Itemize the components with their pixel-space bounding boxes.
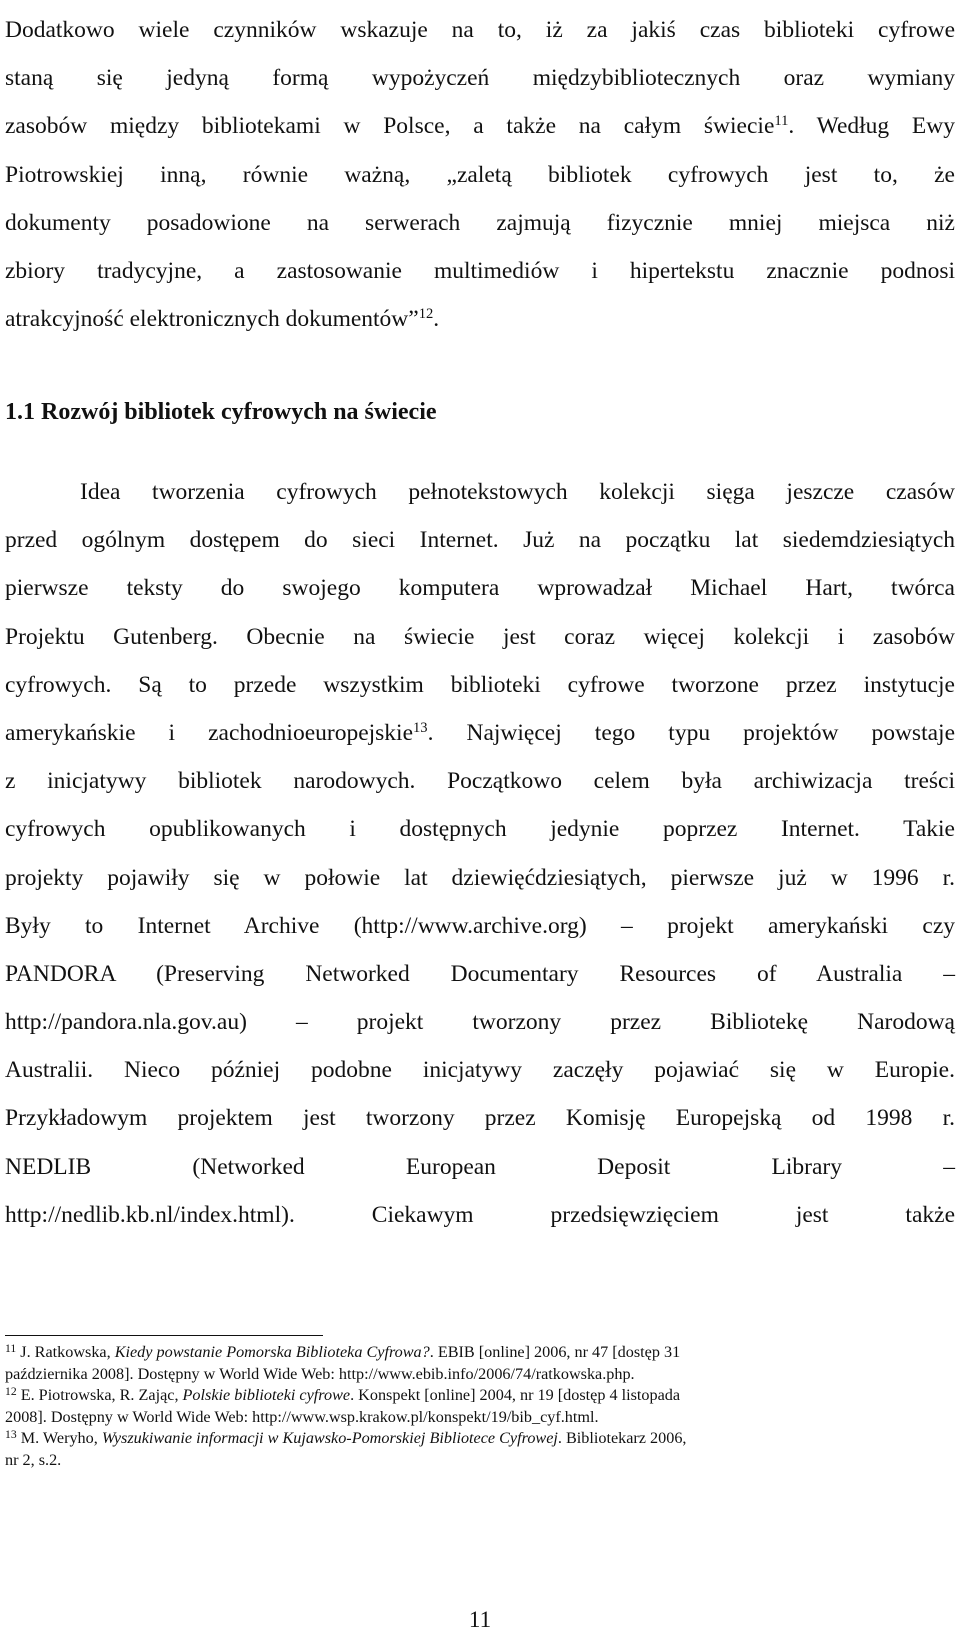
paragraph-line: projekty pojawiły się w połowie lat dziewięćdziesiątych, pierwsze już w 1996 r. [5, 864, 955, 891]
paragraph-line [5, 709, 955, 757]
footnote-title: Polskie biblioteki cyfrowe [182, 1386, 351, 1405]
footnote-line: nr 2, s.2. [5, 1450, 62, 1469]
paragraph-1 [5, 6, 955, 343]
paragraph-text: . Najwięcej tego typu projektów powstaje [427, 719, 955, 746]
paragraph-line: http://nedlib.kb.nl/index.html). Ciekawym przedsięwzięciem jest także [5, 1201, 955, 1228]
paragraph-line: cyfrowych opublikowanych i dostępnych jedynie poprzez Internet. Takie [5, 816, 955, 843]
footnote-text: M. Weryho, [20, 1429, 102, 1448]
paragraph-line: Australii. Nieco później podobne inicjatywy zaczęły pojawiać się w Europie. [5, 1057, 955, 1084]
paragraph-line: zbiory tradycyjne, a zastosowanie multimediów i hipertekstu znacznie podnosi [5, 257, 955, 284]
paragraph-line: dokumenty posadowione na serwerach zajmują fizycznie mniej miejsca niż [5, 209, 955, 236]
paragraph-line: pierwsze teksty do swojego komputera wprowadzał Michael Hart, twórca [5, 575, 955, 602]
section-heading: 1.1 Rozwój bibliotek cyfrowych na świecie [5, 399, 437, 425]
paragraph-line: staną się jedyną formą wypożyczeń międzybibliotecznych oraz wymiany [5, 65, 955, 92]
footnote-reference-11[interactable]: 11 [774, 113, 789, 130]
footnote-line: października 2008]. Dostępny w World Wide Web: http://www.ebib.info/2006/74/ratkowska.php. [5, 1364, 635, 1383]
paragraph-line: cyfrowych. Są to przede wszystkim biblioteki cyfrowe tworzone przez instytucje [5, 671, 955, 698]
footnote-text: . Bibliotekarz 2006, [557, 1429, 687, 1448]
paragraph-line: przed ogólnym dostępem do sieci Internet. Już na początku lat siedemdziesiątych [5, 527, 955, 554]
footnote-text: J. Ratkowska, [20, 1343, 115, 1361]
footnote-text: . EBIB [online] 2006, nr 47 [dostęp 31 [429, 1343, 681, 1361]
paragraph-line: Były to Internet Archive (http://www.archive.org) – projekt amerykański czy [5, 912, 955, 939]
paragraph-text: . [433, 306, 440, 333]
footnote-12 [5, 1385, 955, 1428]
paragraph-text: . Według Ewy [788, 113, 955, 140]
footnote-text: . Konspekt [online] 2004, nr 19 [dostęp 4 listopada [350, 1386, 681, 1405]
paragraph-text: zasobów między bibliotekami w Polsce, a także na całym świecie [5, 113, 775, 140]
footnote-number: 13 [5, 1428, 17, 1442]
paragraph-line [5, 102, 955, 150]
footnote-number: 12 [5, 1384, 17, 1398]
footnote-reference-13[interactable]: 13 [413, 719, 428, 736]
paragraph-2 [5, 468, 955, 1239]
footnote-number: 11 [5, 1341, 17, 1355]
paragraph-line: Dodatkowo wiele czynników wskazuje na to, iż za jakiś czas biblioteki cyfrowe [5, 17, 955, 43]
paragraph-text: amerykańskie i zachodnioeuropejskie [5, 719, 414, 746]
footnote-text: E. Piotrowska, R. Zając, [20, 1386, 183, 1405]
footnote-title: Wyszukiwanie informacji w Kujawsko-Pomorskiej Bibliotece Cyfrowej [101, 1429, 558, 1448]
paragraph-text: atrakcyjność elektronicznych dokumentów” [5, 306, 419, 333]
paragraph-line: Piotrowskiej inną, równie ważną, „zaletą bibliotek cyfrowych jest to, że [5, 161, 955, 188]
footnote-title: Kiedy powstanie Pomorska Biblioteka Cyfrowa? [114, 1343, 430, 1361]
paragraph-line: Projektu Gutenberg. Obecnie na świecie jest coraz więcej kolekcji i zasobów [5, 623, 955, 650]
paragraph-line: Idea tworzenia cyfrowych pełnotekstowych kolekcji sięga jeszcze czasów [80, 479, 955, 505]
paragraph-line: Przykładowym projektem jest tworzony przez Komisję Europejską od 1998 r. [5, 1105, 955, 1132]
paragraph-line: http://pandora.nla.gov.au) – projekt tworzony przez Bibliotekę Narodową [5, 1009, 955, 1036]
footnote-line: 2008]. Dostępny w World Wide Web: http://www.wsp.krakow.pl/konspekt/19/bib_cyf.html. [5, 1407, 599, 1426]
footnote-13 [5, 1428, 955, 1471]
footnote-reference-12[interactable]: 12 [418, 306, 434, 323]
paragraph-line: z inicjatywy bibliotek narodowych. Początkowo celem była archiwizacja treści [5, 768, 955, 795]
paragraph-line [5, 295, 955, 343]
paragraph-line: NEDLIB (Networked European Deposit Library – [5, 1153, 955, 1180]
footnote-line [5, 1342, 955, 1364]
paragraph-line: PANDORA (Preserving Networked Documentary Resources of Australia – [5, 960, 955, 987]
footnote-11 [5, 1342, 955, 1385]
footnotes [5, 1342, 955, 1472]
footnote-separator [5, 1335, 323, 1336]
footnote-line [5, 1385, 955, 1407]
page-number: 11 [468, 1607, 492, 1632]
footnote-line [5, 1428, 955, 1450]
